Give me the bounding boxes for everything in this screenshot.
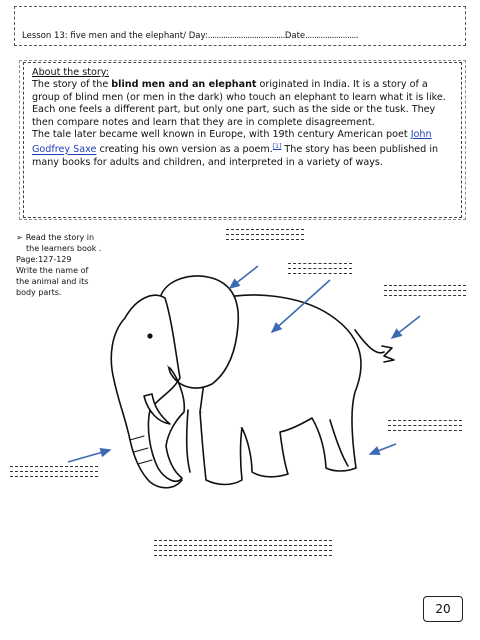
tail-tuft [382,346,394,362]
instr-line-5: the animal and its [16,277,89,286]
arrow-tail-icon [392,316,420,338]
arrow-bullet-icon: ➢ [16,233,23,242]
p2-text-a: The tale later became well known in Europe, with 19th century American poet [32,129,411,141]
instr-line-1: Read the story in [25,233,95,242]
p1-bold: blind men and an elephant [111,79,257,91]
lesson-title: Lesson 13: five men and the elephant/ Day: [22,31,208,41]
citation-link[interactable]: [1] [272,143,282,151]
far-front-leg [187,410,190,472]
about-title: About the story: [32,67,109,78]
arrow-head-icon [230,266,258,288]
elephant-drawing [111,276,394,488]
p2-text-b: creating his own version as a poem. [96,144,273,156]
p1-text-b: originated in India. It is a story of a group of blind men (or men in the dark) who touch an elephant to learn what it is like. Each one feels a different part, but only one part, such as the side or the tusk. They then compare notes and learn that they are in complete disagreement. [32,79,446,128]
day-blank: ................................... [207,31,285,41]
p2-text-c: The story has been published in many books for adults and children, and interpreted in a variety of ways. [32,144,439,169]
date-label: Date [284,31,306,41]
page-number: 20 [423,596,463,622]
elephant-eye [148,334,152,338]
instr-line-6: body parts. [16,288,62,297]
p1-text-a: The story of the [32,79,112,91]
arrow-trunk-icon [68,450,110,462]
date-blank: ........................ [305,31,358,41]
instr-line-3: Page:127-129 [16,255,72,264]
arrow-leg-icon [370,444,396,454]
instr-line-4: Write the name of [16,266,89,275]
instr-line-2: the learners book . [26,244,102,253]
saxe-link[interactable]: John Godfrey Saxe [32,129,432,156]
